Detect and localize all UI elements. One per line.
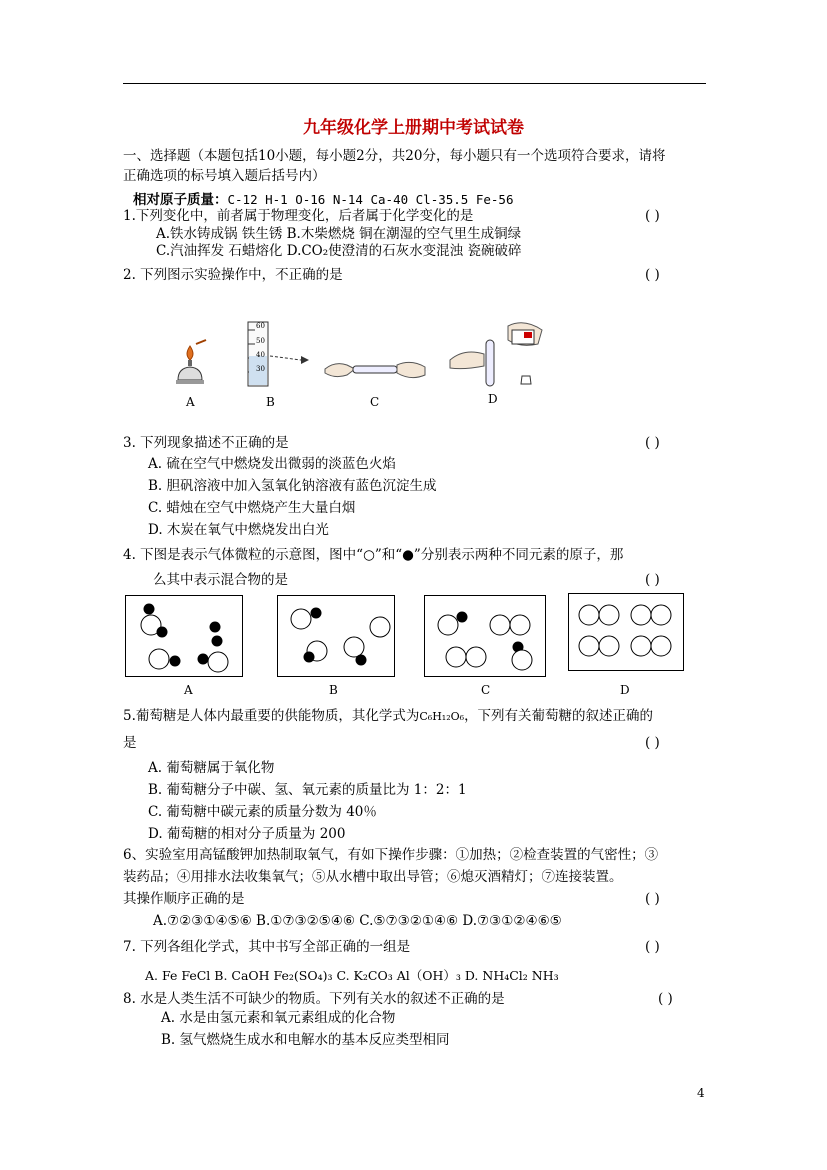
q8-answer-paren[interactable]: ( ) [658, 991, 673, 1007]
q4-label-c: C [481, 683, 491, 697]
q2-figure-a-alcohol-lamp [170, 340, 210, 390]
q6-stem-line3: 其操作顺序正确的是 [123, 891, 245, 907]
q6-stem-line2: 装药品；④用排水法收集氧气；⑤从水槽中取出导管；⑥熄灭酒精灯；⑦连接装置。 [123, 869, 623, 885]
q5-option-a: A. 葡萄糖属于氧化物 [148, 760, 275, 776]
q2-figure-c-test-tube-hands [325, 355, 425, 385]
section-heading-line1: 一、选择题（本题包括10小题，每小题2分，共20分，每小题只有一个选项符合要求，请将 [123, 148, 666, 164]
q4-box-d [568, 593, 684, 671]
q3-option-b: B. 胆矾溶液中加入氢氧化钠溶液有蓝色沉淀生成 [148, 478, 437, 494]
q1-options-ab: A.铁水铸成锅 铁生锈 B.木柴燃烧 铜在潮湿的空气里生成铜绿 [156, 226, 522, 242]
q8-option-a: A. 水是由氢元素和氧元素组成的化合物 [161, 1010, 396, 1026]
q5-answer-paren[interactable]: ( ) [645, 735, 660, 751]
q8-stem: 8. 水是人类生活不可缺少的物质。下列有关水的叙述不正确的是 [123, 991, 505, 1007]
q3-option-a: A. 硫在空气中燃烧发出微弱的淡蓝色火焰 [148, 456, 396, 472]
header-rule [123, 83, 706, 84]
q6-stem-line1: 6、实验室用高锰酸钾加热制取氧气，有如下操作步骤：①加热；②检查装置的气密性；③ [123, 847, 659, 863]
q4-stem-line2: 么其中表示混合物的是 [153, 572, 288, 588]
q5-stem-part1: 5.葡萄糖是人体内最重要的供能物质，其化学式为 [123, 708, 420, 724]
q3-option-d: D. 木炭在氧气中燃烧发出白光 [148, 522, 329, 538]
q4-box-b [277, 595, 395, 677]
q4-answer-paren[interactable]: ( ) [645, 572, 660, 588]
q4-box-a [125, 595, 243, 677]
q5-formula: C₆H₁₂O₆ [419, 710, 465, 723]
q5-option-b: B. 葡萄糖分子中碳、氢、氧元素的质量比为 1：2：1 [148, 782, 467, 798]
q1-options-cd: C.汽油挥发 石蜡熔化 D.CO₂使澄清的石灰水变混浊 瓷碗破碎 [156, 243, 522, 259]
q2-figure-label-c: C [370, 395, 380, 409]
q5-stem-line2: 是 [123, 735, 137, 751]
q4-label-d: D [620, 683, 630, 697]
q4-label-b: B [329, 683, 338, 697]
q2-answer-paren[interactable]: ( ) [645, 267, 660, 283]
atomic-mass-label: 相对原子质量： [133, 192, 228, 208]
q2-tick-30: 30 [256, 365, 265, 373]
page-number: 4 [697, 1086, 705, 1100]
q2-tick-40: 40 [256, 351, 265, 359]
q2-figure-label-b: B [266, 395, 275, 409]
q7-stem: 7. 下列各组化学式，其中书写全部正确的一组是 [123, 939, 411, 955]
q2-figure-label-a: A [186, 395, 195, 409]
q7-answer-paren[interactable]: ( ) [645, 939, 660, 955]
q4-stem-line1: 4. 下图是表示气体微粒的示意图，图中“○”和“●”分别表示两种不同元素的原子，那 [123, 547, 624, 563]
q5-stem-line1 [123, 707, 653, 726]
q2-tick-50: 50 [256, 337, 265, 345]
q3-stem: 3. 下列现象描述不正确的是 [123, 435, 289, 451]
atomic-mass-values: C-12 H-1 O-16 N-14 Ca-40 Cl-35.5 Fe-56 [227, 192, 514, 207]
page-title: 九年级化学上册期中考试试卷 [303, 118, 524, 138]
q2-tick-60: 60 [256, 322, 265, 330]
q5-option-c: C. 葡萄糖中碳元素的质量分数为 40％ [148, 804, 377, 820]
q3-answer-paren[interactable]: ( ) [645, 435, 660, 451]
section-heading-line2: 正确选项的标号填入题后括号内） [123, 168, 326, 184]
q5-stem-part2: ，下列有关葡萄糖的叙述正确的 [464, 708, 654, 724]
q5-option-d: D. 葡萄糖的相对分子质量为 200 [148, 826, 346, 842]
q4-box-c [424, 595, 546, 677]
q3-option-c: C. 蜡烛在空气中燃烧产生大量白烟 [148, 500, 356, 516]
q7-options: A. Fe FeCl B. CaOH Fe₂(SO₄)₃ C. K₂CO₃ Al（OH）₃ D. NH₄Cl₂ NH₃ [145, 968, 559, 983]
q4-label-a: A [184, 683, 193, 697]
q1-stem: 1.下列变化中，前者属于物理变化，后者属于化学变化的是 [123, 208, 474, 224]
q6-answer-paren[interactable]: ( ) [645, 891, 660, 907]
q2-figure-label-d: D [488, 392, 498, 406]
q2-stem: 2. 下列图示实验操作中，不正确的是 [123, 267, 343, 283]
q2-figure-d-pouring-liquid [450, 318, 550, 390]
q8-option-b: B. 氢气燃烧生成水和电解水的基本反应类型相同 [161, 1032, 450, 1048]
q6-options: A.⑦②③①④⑤⑥ B.①⑦③②⑤④⑥ C.⑤⑦③②①④⑥ D.⑦③①②④⑥⑤ [153, 913, 562, 929]
q2-figure-b-graduated-cylinder [243, 322, 313, 390]
q1-answer-paren[interactable]: ( ) [645, 208, 660, 224]
